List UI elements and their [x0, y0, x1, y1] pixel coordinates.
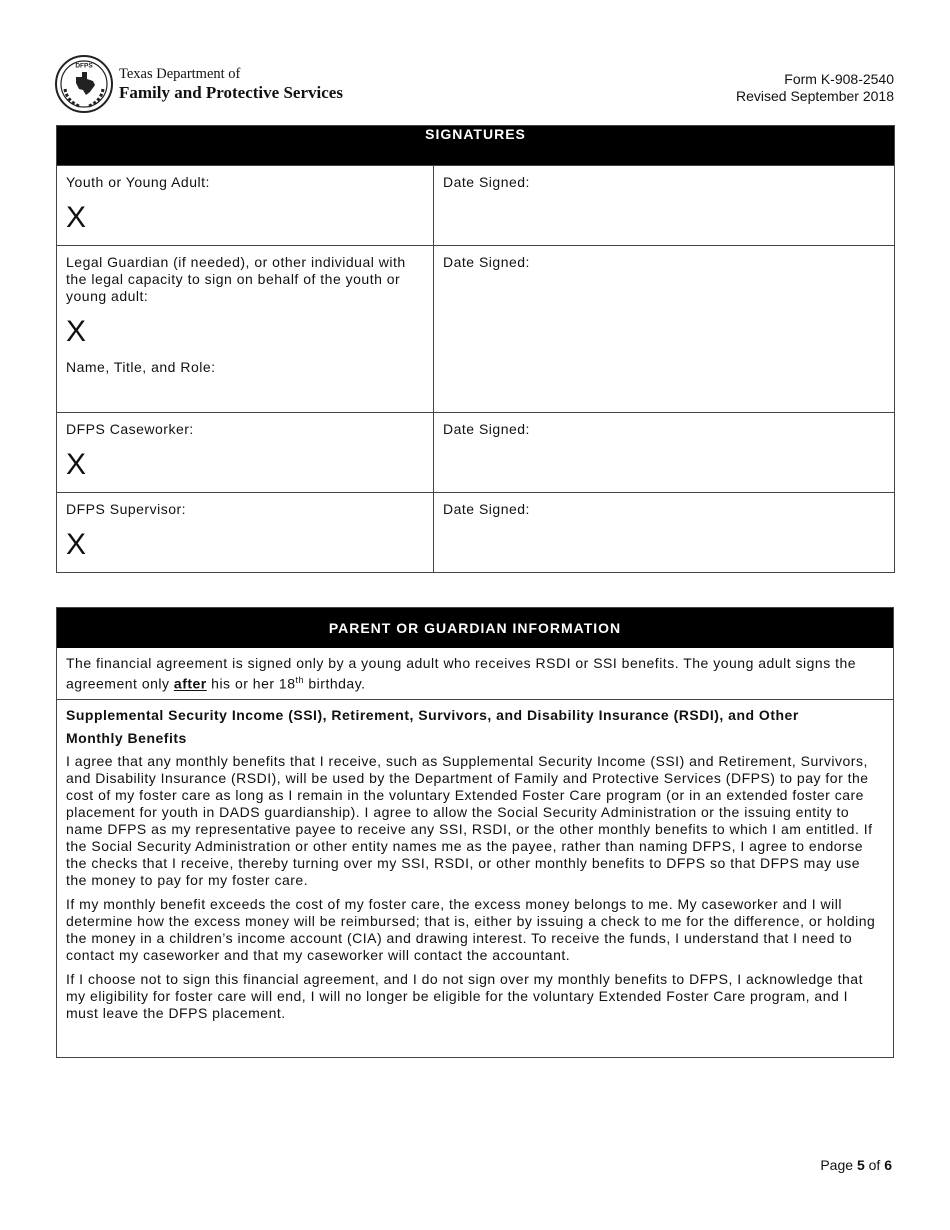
caseworker-label: DFPS Caseworker:: [66, 421, 194, 437]
signatures-table: [56, 125, 895, 573]
intro-superscript: th: [295, 675, 304, 685]
signatures-header: SIGNATURES: [57, 126, 895, 166]
form-identifier: [736, 71, 894, 105]
guardian-label: Legal Guardian (if needed), or other individual with the legal capacity to sign on behalf of the youth or young adult:: [66, 254, 406, 304]
date-signed-label: Date Signed:: [443, 421, 530, 437]
benefits-paragraph: I agree that any monthly benefits that I receive, such as Supplemental Security Income (SSI) and Retirement, Survivors, and Disability Insurance (RSDI), will be used by the Department of Family and Protective Services (DFPS) to pay for the cost of my foster care as long as I remain in the voluntary Extended Foster Care program (or in an extended foster care placement for youth in DADS guardianship). I agree to allow the Social Security Administration or the issuing entity to name DFPS as my representative payee to receive any SSI, RSDI, or the other monthly benefits to which I am entitled. If the Social Security Administration or other entity names me as the payee, rather than naming DFPS, I agree to endorse the checks that I receive, thereby turning over my SSI, RSDI, or other monthly benefits to DFPS so that DFPS may use the money to pay for my foster care.: [66, 752, 873, 888]
parent-guardian-info-section: [56, 607, 894, 1058]
intro-text: The financial agreement is signed only by a young adult who receives RSDI or SSI benefits. The young adult signs the agreement only: [66, 655, 857, 692]
agency-line2: Family and Protective Services: [119, 82, 343, 102]
dfps-seal-icon: [55, 55, 113, 113]
signature-row: [57, 166, 895, 246]
caseworker-signature-field[interactable]: [57, 413, 433, 488]
page-word: Page: [820, 1157, 854, 1173]
benefits-paragraph: If I choose not to sign this financial agreement, and I do not sign over my monthly benefits to DFPS, I acknowledge that my eligibility for foster care will end, I will no longer be eligible for the voluntary Extended Foster Care program, and I must leave the DFPS placement.: [66, 970, 863, 1021]
supervisor-label: DFPS Supervisor:: [66, 501, 187, 517]
page-number: [820, 1157, 892, 1173]
signature-row: [57, 246, 895, 413]
agency-line1: Texas Department of: [119, 65, 241, 82]
guardian-signature-field[interactable]: [57, 246, 433, 384]
monthly-benefits-heading: Monthly Benefits: [66, 729, 187, 746]
intro-emphasis: after: [173, 675, 207, 692]
youth-signature-field[interactable]: [57, 166, 433, 241]
intro-paragraph: [57, 648, 893, 700]
supervisor-signature-field[interactable]: [57, 493, 433, 568]
agency-name: [119, 66, 343, 103]
signature-row: [57, 413, 895, 493]
supervisor-date-field[interactable]: [434, 493, 894, 526]
form-revised: Revised September 2018: [736, 88, 894, 104]
intro-text-mid: his or her 18: [206, 675, 296, 692]
page-of: of: [868, 1157, 881, 1173]
guardian-date-field[interactable]: [434, 246, 894, 279]
signature-row: [57, 493, 895, 573]
guardian-name-title-role-label: Name, Title, and Role:: [66, 359, 216, 375]
section-heading: Supplemental Security Income (SSI), Retirement, Survivors, and Disability Insurance (RSDI), and Other: [66, 706, 799, 723]
intro-text-end: birthday.: [304, 675, 366, 692]
youth-date-field[interactable]: [434, 166, 894, 199]
form-number: Form K-908-2540: [784, 71, 894, 87]
youth-label: Youth or Young Adult:: [66, 174, 210, 190]
signature-x-mark: X: [66, 315, 87, 348]
seal-text: DFPS: [75, 62, 93, 70]
parent-guardian-header: PARENT OR GUARDIAN INFORMATION: [57, 608, 893, 648]
benefits-paragraph: If my monthly benefit exceeds the cost of my foster care, the excess money belongs to me. My caseworker and I will determine how the excess money will be reimbursed; that is, either by issuing a check to me for the difference, or holding the money in a children’s income account (CIA) and drawing interest. To receive the funds, I understand that I need to contact my caseworker and that my caseworker will contact the accountant.: [66, 895, 876, 963]
signature-x-mark: X: [66, 201, 87, 234]
date-signed-label: Date Signed:: [443, 254, 530, 270]
page-total: 6: [884, 1157, 892, 1173]
page-current: 5: [856, 1157, 865, 1173]
caseworker-date-field[interactable]: [434, 413, 894, 446]
benefits-section: [57, 700, 893, 1057]
signature-x-mark: X: [66, 528, 87, 561]
date-signed-label: Date Signed:: [443, 501, 530, 517]
signature-x-mark: X: [66, 448, 87, 481]
date-signed-label: Date Signed:: [443, 174, 530, 190]
agency-logo: [55, 55, 343, 113]
